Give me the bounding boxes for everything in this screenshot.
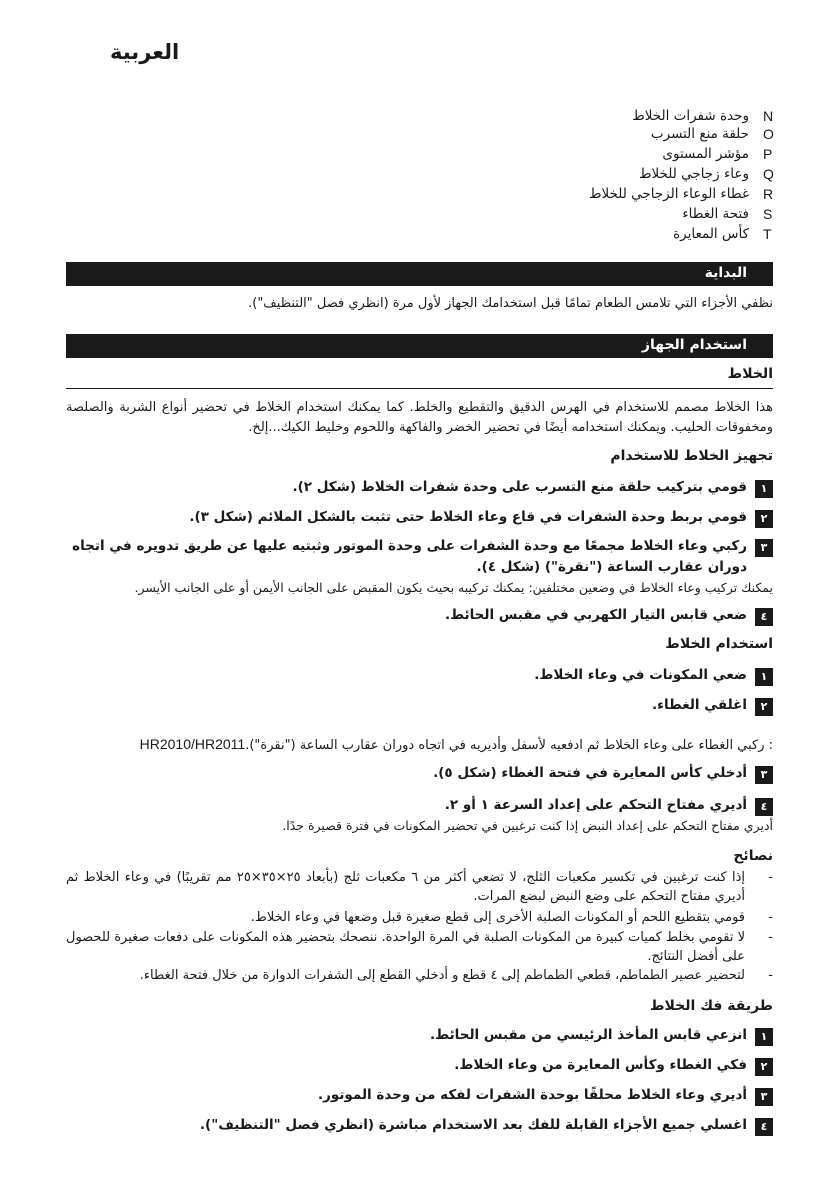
prep-step bbox=[66, 536, 773, 578]
legend-text: حلقة منع التسرب bbox=[650, 126, 749, 142]
legend-item bbox=[417, 146, 777, 168]
legend-letter: N bbox=[763, 108, 774, 124]
tip-text: قومي بتقطيع اللحم أو المكونات الصلبة الأخرى إلى قطع صغيرة قبل وضعها في وعاء الخلاط. bbox=[250, 910, 745, 925]
step-text: قومي بربط وحدة الشفرات في قاع وعاء الخلاط حتى تثبت بالشكل الملائم (شكل ٣). bbox=[189, 509, 747, 525]
step-number: ٤ bbox=[755, 608, 773, 626]
tip-dash: - bbox=[768, 930, 773, 945]
step-number: ٢ bbox=[755, 1058, 773, 1076]
step-number: ٤ bbox=[755, 798, 773, 816]
legend-item bbox=[417, 186, 777, 208]
intro-text: نظفي الأجزاء التي تلامس الطعام تمامًا قبل استخدامك الجهاز لأول مرة (انظري فصل "التنظيف"). bbox=[248, 296, 773, 311]
legend-text: وعاء زجاجي للخلاط bbox=[638, 166, 749, 182]
section-divider bbox=[66, 388, 773, 389]
language-title: العربية bbox=[110, 40, 180, 64]
prep-title: تجهيز الخلاط للاستخدام bbox=[610, 448, 773, 464]
section-title-use: استخدام الجهاز bbox=[641, 337, 747, 353]
legend-letter: Q bbox=[763, 166, 774, 182]
legend-text: فتحة الغطاء bbox=[682, 206, 749, 222]
tips-title: نصائح bbox=[733, 848, 773, 864]
prep-step bbox=[66, 478, 773, 500]
step-text: فكي الغطاء وكأس المعايرة من وعاء الخلاط. bbox=[454, 1057, 747, 1073]
pulse-note: أديري مفتاح التحكم على إعداد النبض إذا كنت ترغبين في تحضير المكونات في فترة قصيرة جدًا. bbox=[282, 818, 773, 833]
usage-step bbox=[66, 796, 773, 818]
step-text: قومي بتركيب حلقة منع التسرب على وحدة شفرات الخلاط (شكل ٢). bbox=[292, 479, 747, 495]
step-text: انزعي قابس المأخذ الرئيسي من مقبس الحائط. bbox=[430, 1027, 747, 1043]
legend-item bbox=[417, 126, 777, 148]
section-bar-use bbox=[66, 334, 773, 358]
section-title-intro: البداية bbox=[704, 265, 747, 281]
model-note bbox=[140, 736, 773, 753]
step-number: ٣ bbox=[755, 766, 773, 784]
prep-note: يمكنك تركيب وعاء الخلاط في وضعين مختلفين: يمكنك تركيبه بحيث يكون المقبض على الجانب الأيمن أو على الجانب الأيسر. bbox=[134, 580, 773, 595]
legend-letter: S bbox=[763, 206, 773, 222]
disassembly-step bbox=[66, 1086, 773, 1108]
usage-step bbox=[66, 666, 773, 688]
tip-dash: - bbox=[768, 870, 773, 885]
tip-text: لا تقومي بخلط كميات كبيرة من المكونات الصلبة في المرة الواحدة. ننصحك بتحضير هذه المكونات على دفعات صغيرة للحصول على أفضل النتائج. bbox=[66, 930, 745, 964]
legend-item bbox=[417, 226, 777, 248]
tip-dash: - bbox=[768, 968, 773, 983]
legend-letter: O bbox=[763, 126, 774, 142]
legend-text: مؤشر المستوى bbox=[662, 146, 749, 162]
section-bar-intro bbox=[66, 262, 773, 286]
step-number: ٢ bbox=[755, 510, 773, 528]
prep-step bbox=[66, 606, 773, 628]
usage-step bbox=[66, 696, 773, 718]
step-text: أديري مفتاح التحكم على إعداد السرعة ١ أو ٢. bbox=[444, 797, 747, 813]
tip-item bbox=[66, 928, 773, 966]
step-text: ضعي المكونات في وعاء الخلاط. bbox=[534, 667, 747, 683]
tip-item bbox=[66, 868, 773, 906]
legend-letter: R bbox=[763, 186, 774, 202]
usage-title: استخدام الخلاط bbox=[665, 636, 773, 652]
disassembly-step bbox=[66, 1056, 773, 1078]
step-number: ١ bbox=[755, 668, 773, 686]
step-text: ضعي قابس التيار الكهربي في مقبس الحائط. bbox=[444, 607, 747, 623]
model-note-text: : ركبي الغطاء على وعاء الخلاط ثم ادفعيه لأسفل وأديريه في اتجاه دوران عقارب الساعة ("نقرة"). bbox=[245, 738, 773, 753]
step-text: اغسلي جميع الأجزاء القابلة للفك بعد الاستخدام مباشرة (انظري فصل "التنظيف"). bbox=[199, 1117, 747, 1133]
tip-text: لتحضير عصير الطماطم، قطعي الطماطم إلى ٤ قطع و أدخلي القطع إلى الشفرات الدوارة من خلال فتحة الغطاء. bbox=[139, 968, 745, 983]
step-number: ٢ bbox=[755, 698, 773, 716]
disassembly-title: طريقة فك الخلاط bbox=[650, 998, 773, 1014]
step-number: ١ bbox=[755, 480, 773, 498]
step-number: ٣ bbox=[755, 539, 773, 557]
blender-intro: هذا الخلاط مصمم للاستخدام في الهرس الدقيق والتقطيع والخلط. كما يمكنك استخدام الخلاط في تحضير أنواع الشربة والصلصة ومخفوقات الحليب. ويمكنك استخدامه أيضًا في تحضير الخضر والفاكهة واللحوم وخليط الكيك...إلخ. bbox=[66, 400, 773, 435]
step-text: اغلقي الغطاء. bbox=[651, 697, 747, 713]
legend-text: وحدة شفرات الخلاط bbox=[632, 108, 749, 124]
step-number: ٣ bbox=[755, 1088, 773, 1106]
tip-text: إذا كنت ترغبين في تكسير مكعبات الثلج، لا تضعي أكثر من ٦ مكعبات ثلج (بأبعاد ٢٥×٣٥×٢٥ مم تقريبًا) في وعاء الخلاط ثم أديري مفتاح التحكم على وضع النبض لبضع المرات. bbox=[66, 870, 745, 904]
step-text: أدخلي كأس المعايرة في فتحة الغطاء (شكل ٥). bbox=[433, 765, 747, 781]
usage-step bbox=[66, 764, 773, 786]
legend-item bbox=[417, 206, 777, 228]
legend-letter: T bbox=[763, 226, 772, 242]
legend-item bbox=[417, 166, 777, 188]
step-text: ركبي وعاء الخلاط مجمعًا مع وحدة الشفرات على وحدة الموتور وثبتيه عليها عن طريق تدويره في اتجاه دوران عقارب الساعة ("نقرة") (شكل ٤). bbox=[72, 538, 747, 575]
subtitle-blender: الخلاط bbox=[727, 366, 773, 382]
tip-dash: - bbox=[768, 910, 773, 925]
disassembly-step bbox=[66, 1116, 773, 1138]
disassembly-step bbox=[66, 1026, 773, 1048]
tip-item bbox=[66, 966, 773, 985]
prep-step bbox=[66, 508, 773, 530]
legend-letter: P bbox=[763, 146, 773, 162]
step-number: ٤ bbox=[755, 1118, 773, 1136]
step-number: ١ bbox=[755, 1028, 773, 1046]
legend-text: غطاء الوعاء الزجاجي للخلاط bbox=[588, 186, 749, 202]
step-text: أديري وعاء الخلاط محلقًا بوحدة الشفرات لفكه من وحدة الموتور. bbox=[318, 1087, 747, 1103]
tip-item bbox=[66, 908, 773, 927]
legend-text: كأس المعايرة bbox=[673, 226, 749, 242]
model-note-models: HR2010/HR2011 bbox=[139, 736, 246, 752]
